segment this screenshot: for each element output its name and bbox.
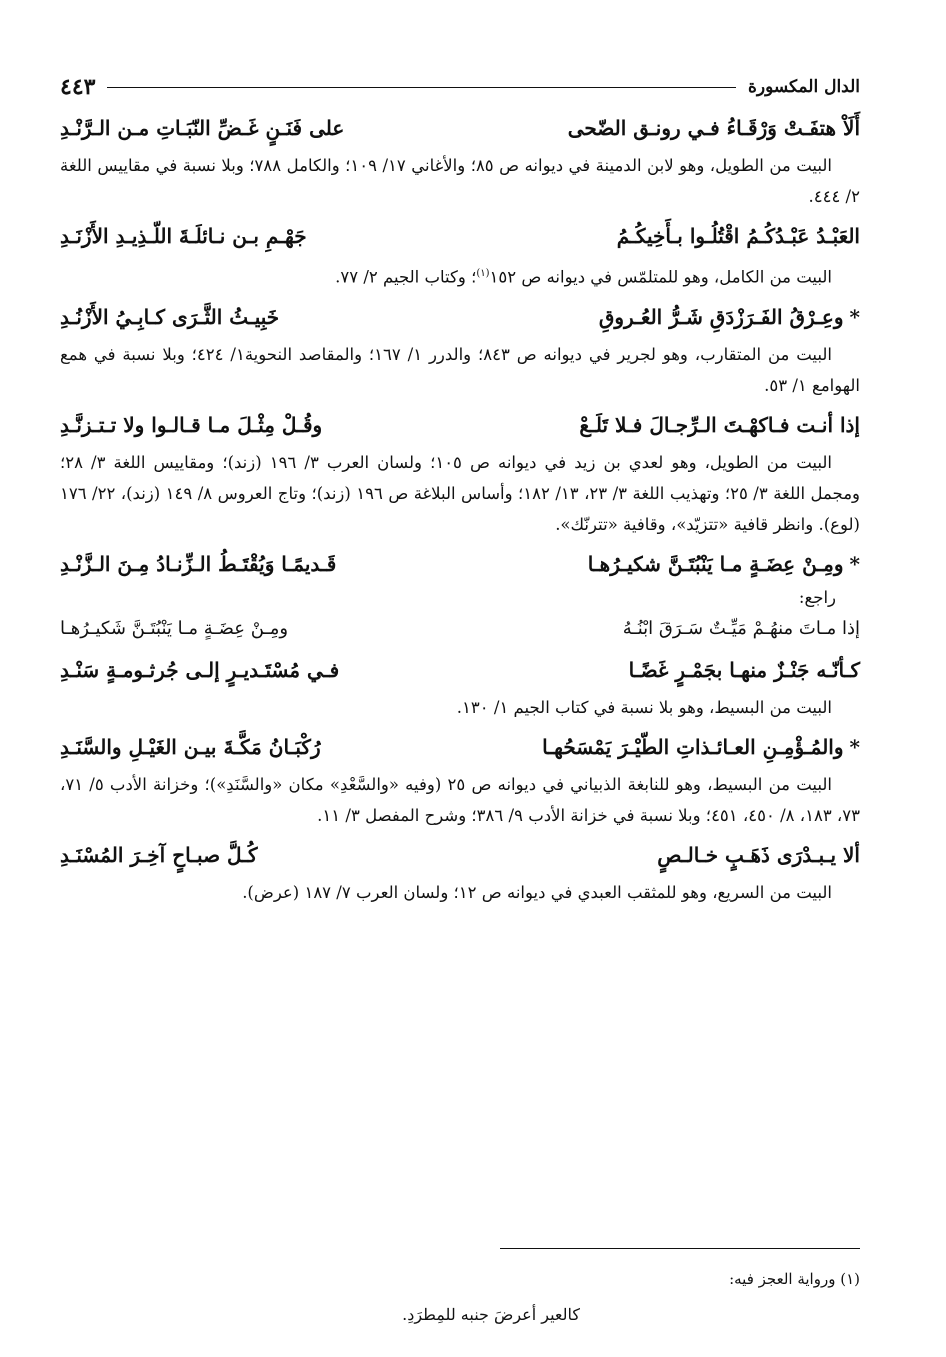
verse-second-hemistich: وقُـلْ مِثْـلَ مـا قـالـوا ولا تـتـزنَّـدِ bbox=[60, 412, 323, 437]
verse bbox=[60, 648, 860, 692]
verse-first-hemistich: *ومِـنْ عِضَـةٍ مـا يَنْبُتَـنَّ شكيـرُهـا bbox=[587, 551, 860, 576]
page-number: ٤٤٣ bbox=[60, 74, 96, 100]
verse-first-hemistich: *وعِـرْقُ الفَـرَزْدَقِ شَـرُّ العُـروقِ bbox=[598, 304, 860, 329]
verse-second-hemistich: كُـلَّ صبـاحٍ آخِـرَ المُسْنَـدِ bbox=[60, 842, 258, 867]
citation-text: البيت من الكامل، وهو للمتلمّس في ديوانه ص ١٥٢ bbox=[489, 267, 832, 287]
page bbox=[60, 70, 860, 1340]
verse bbox=[60, 725, 860, 769]
chapter-title: الدال المكسورة bbox=[747, 77, 860, 97]
verse-second-hemistich: رُكْبَـانُ مَكَّـةَ بيـن الغَيْـلِ والسَّنَـدِ bbox=[60, 734, 321, 759]
verse-first-hemistich: ألا يـبـدْرَى ذَهَـبٍ خـالـصٍ bbox=[657, 842, 860, 867]
cross-reference-label: راجع: bbox=[798, 587, 836, 607]
verse bbox=[60, 403, 860, 447]
star-marker: * bbox=[849, 551, 860, 576]
verse-first-hemistich: كـأنّـه جَنْـزٌ منهـا بجَمْـرٍ غَضًـا bbox=[628, 657, 860, 682]
citation-paragraph: البيت من السريع، وهو للمثقب العبدي في ديوانه ص ١٢؛ ولسان العرب ٧/ ١٨٧ (عرض). bbox=[242, 882, 832, 902]
citation-paragraph: البيت من البسيط، وهو بلا نسبة في كتاب الجيم ١/ ١٣٠. bbox=[456, 697, 832, 717]
footnote-rule bbox=[500, 1248, 860, 1249]
verse-second-hemistich: فـي مُسْتَـديـرٍ إلـى جُرثـومـةٍ سَنْـدِ bbox=[60, 657, 340, 682]
verse-second-hemistich: خَبِيـثُ الثَّـرَى كـابِـيُ الأَزْنُـدِ bbox=[60, 304, 280, 329]
star-marker: * bbox=[849, 734, 860, 759]
citation-paragraph: البيت من الطويل، وهو لعدي بن زيد في ديوانه ص ١٠٥؛ ولسان العرب ٣/ ١٩٦ (زند)؛ ومقاييس اللغة ٣/ ٢٨؛ ومجمل اللغة ٣/ ٢٥؛ وتهذيب اللغة ٣/ ٢٣، ١٣/ ١٨٢؛ وأساس البلاغة ص ١٩٦ (زند)؛ وتاج العروس ٨/ ١٤٩ (زند)، ٢٢/ ١٧٦ (لوع). وانظر قافية «تتزيّد»، وقافية «تترنّك». bbox=[60, 452, 861, 534]
footnote-marker: (١) bbox=[476, 268, 490, 279]
citation-paragraph: البيت من المتقارب، وهو لجرير في ديوانه ص ٨٤٣؛ والدرر ١/ ١٦٧؛ والمقاصد النحوية١/ ٤٢٤؛ وبلا نسبة في همع الهوامع ١/ ٥٣. bbox=[60, 344, 860, 395]
related-verse bbox=[60, 612, 860, 646]
verse-first-hemistich: إذا مـاتَ منهُـمْ مَيِّـتٌ سَـرَقَ ابْنُـهُ bbox=[622, 618, 860, 639]
citation-paragraph: البيت من الطويل، وهو لابن الدمينة في ديوانه ص ٨٥؛ والأغاني ١٧/ ١٠٩؛ والكامل ٧٨٨؛ وبلا نسبة في مقاييس اللغة ٢/ ٤٤٤. bbox=[60, 156, 860, 206]
footnote bbox=[60, 1266, 860, 1328]
star-marker: * bbox=[849, 304, 860, 329]
citation-text: ؛ وكتاب الجيم ٢/ ٧٧. bbox=[335, 267, 477, 287]
footnote-verse: كالعير أعرضَ جنبه للمِطرَدِ. bbox=[402, 1305, 580, 1324]
verse-second-hemistich: على فَنَـنٍ غَـضِّ النّبَـاتِ مـن الـرَّنْـدِ bbox=[60, 116, 345, 140]
running-header bbox=[60, 70, 860, 104]
verse-first-hemistich: *والمُـؤْمِـنِ العـائـذاتِ الطّيْـرَ يَمْسَحُهـا bbox=[542, 734, 860, 759]
verse-second-hemistich: جَهْـمِ بـن نـائلَـةَ اللّـذِيـدِ الأَزْنَـدِ bbox=[60, 224, 307, 248]
citation-paragraph: البيت من البسيط، وهو للنابغة الذبياني في ديوانه ص ٢٥ (وفيه «والسَّعْدِ» مكان «والسَّنَدِ»)؛ وخزانة الأدب ٥/ ٧١، ٧٣، ١٨٣، ٨/ ٤٥٠، ٤٥١؛ وبلا نسبة في خزانة الأدب ٩/ ٣٨٦؛ وشرح المفصل ٣/ ١١. bbox=[60, 774, 860, 825]
verse-first-hemistich: إذا أنـت فـاكهْـتَ الـرِّجـالَ فـلا تَلَـعْ bbox=[579, 412, 860, 437]
header-rule bbox=[107, 87, 736, 88]
verse-second-hemistich: قَـديمًـا وَيُقْتَـطُ الـزِّنـادُ مِـنَ الـزَّنْـدِ bbox=[60, 551, 337, 576]
citation-paragraph bbox=[60, 258, 860, 293]
verse bbox=[60, 106, 860, 150]
verse-first-hemistich: العَبْـدُ عَبْـدُكُـمُ اقْتُلُـوا بـأَخِيكُـمُ bbox=[616, 224, 860, 248]
verse bbox=[60, 833, 860, 877]
verse bbox=[60, 542, 860, 586]
verse bbox=[60, 295, 860, 339]
verse-second-hemistich: ومِـنْ عِضَـةٍ مـا يَنْبُتَـنَّ شَكيـرُهـا bbox=[60, 618, 289, 639]
verse-first-hemistich: أَلَاْ هتفَـتْ وَرْقَـاءُ فـي رونـق الضّحى bbox=[567, 116, 860, 140]
verse bbox=[60, 214, 860, 258]
footnote-text: (١) ورواية العجز فيه: bbox=[729, 1270, 860, 1288]
